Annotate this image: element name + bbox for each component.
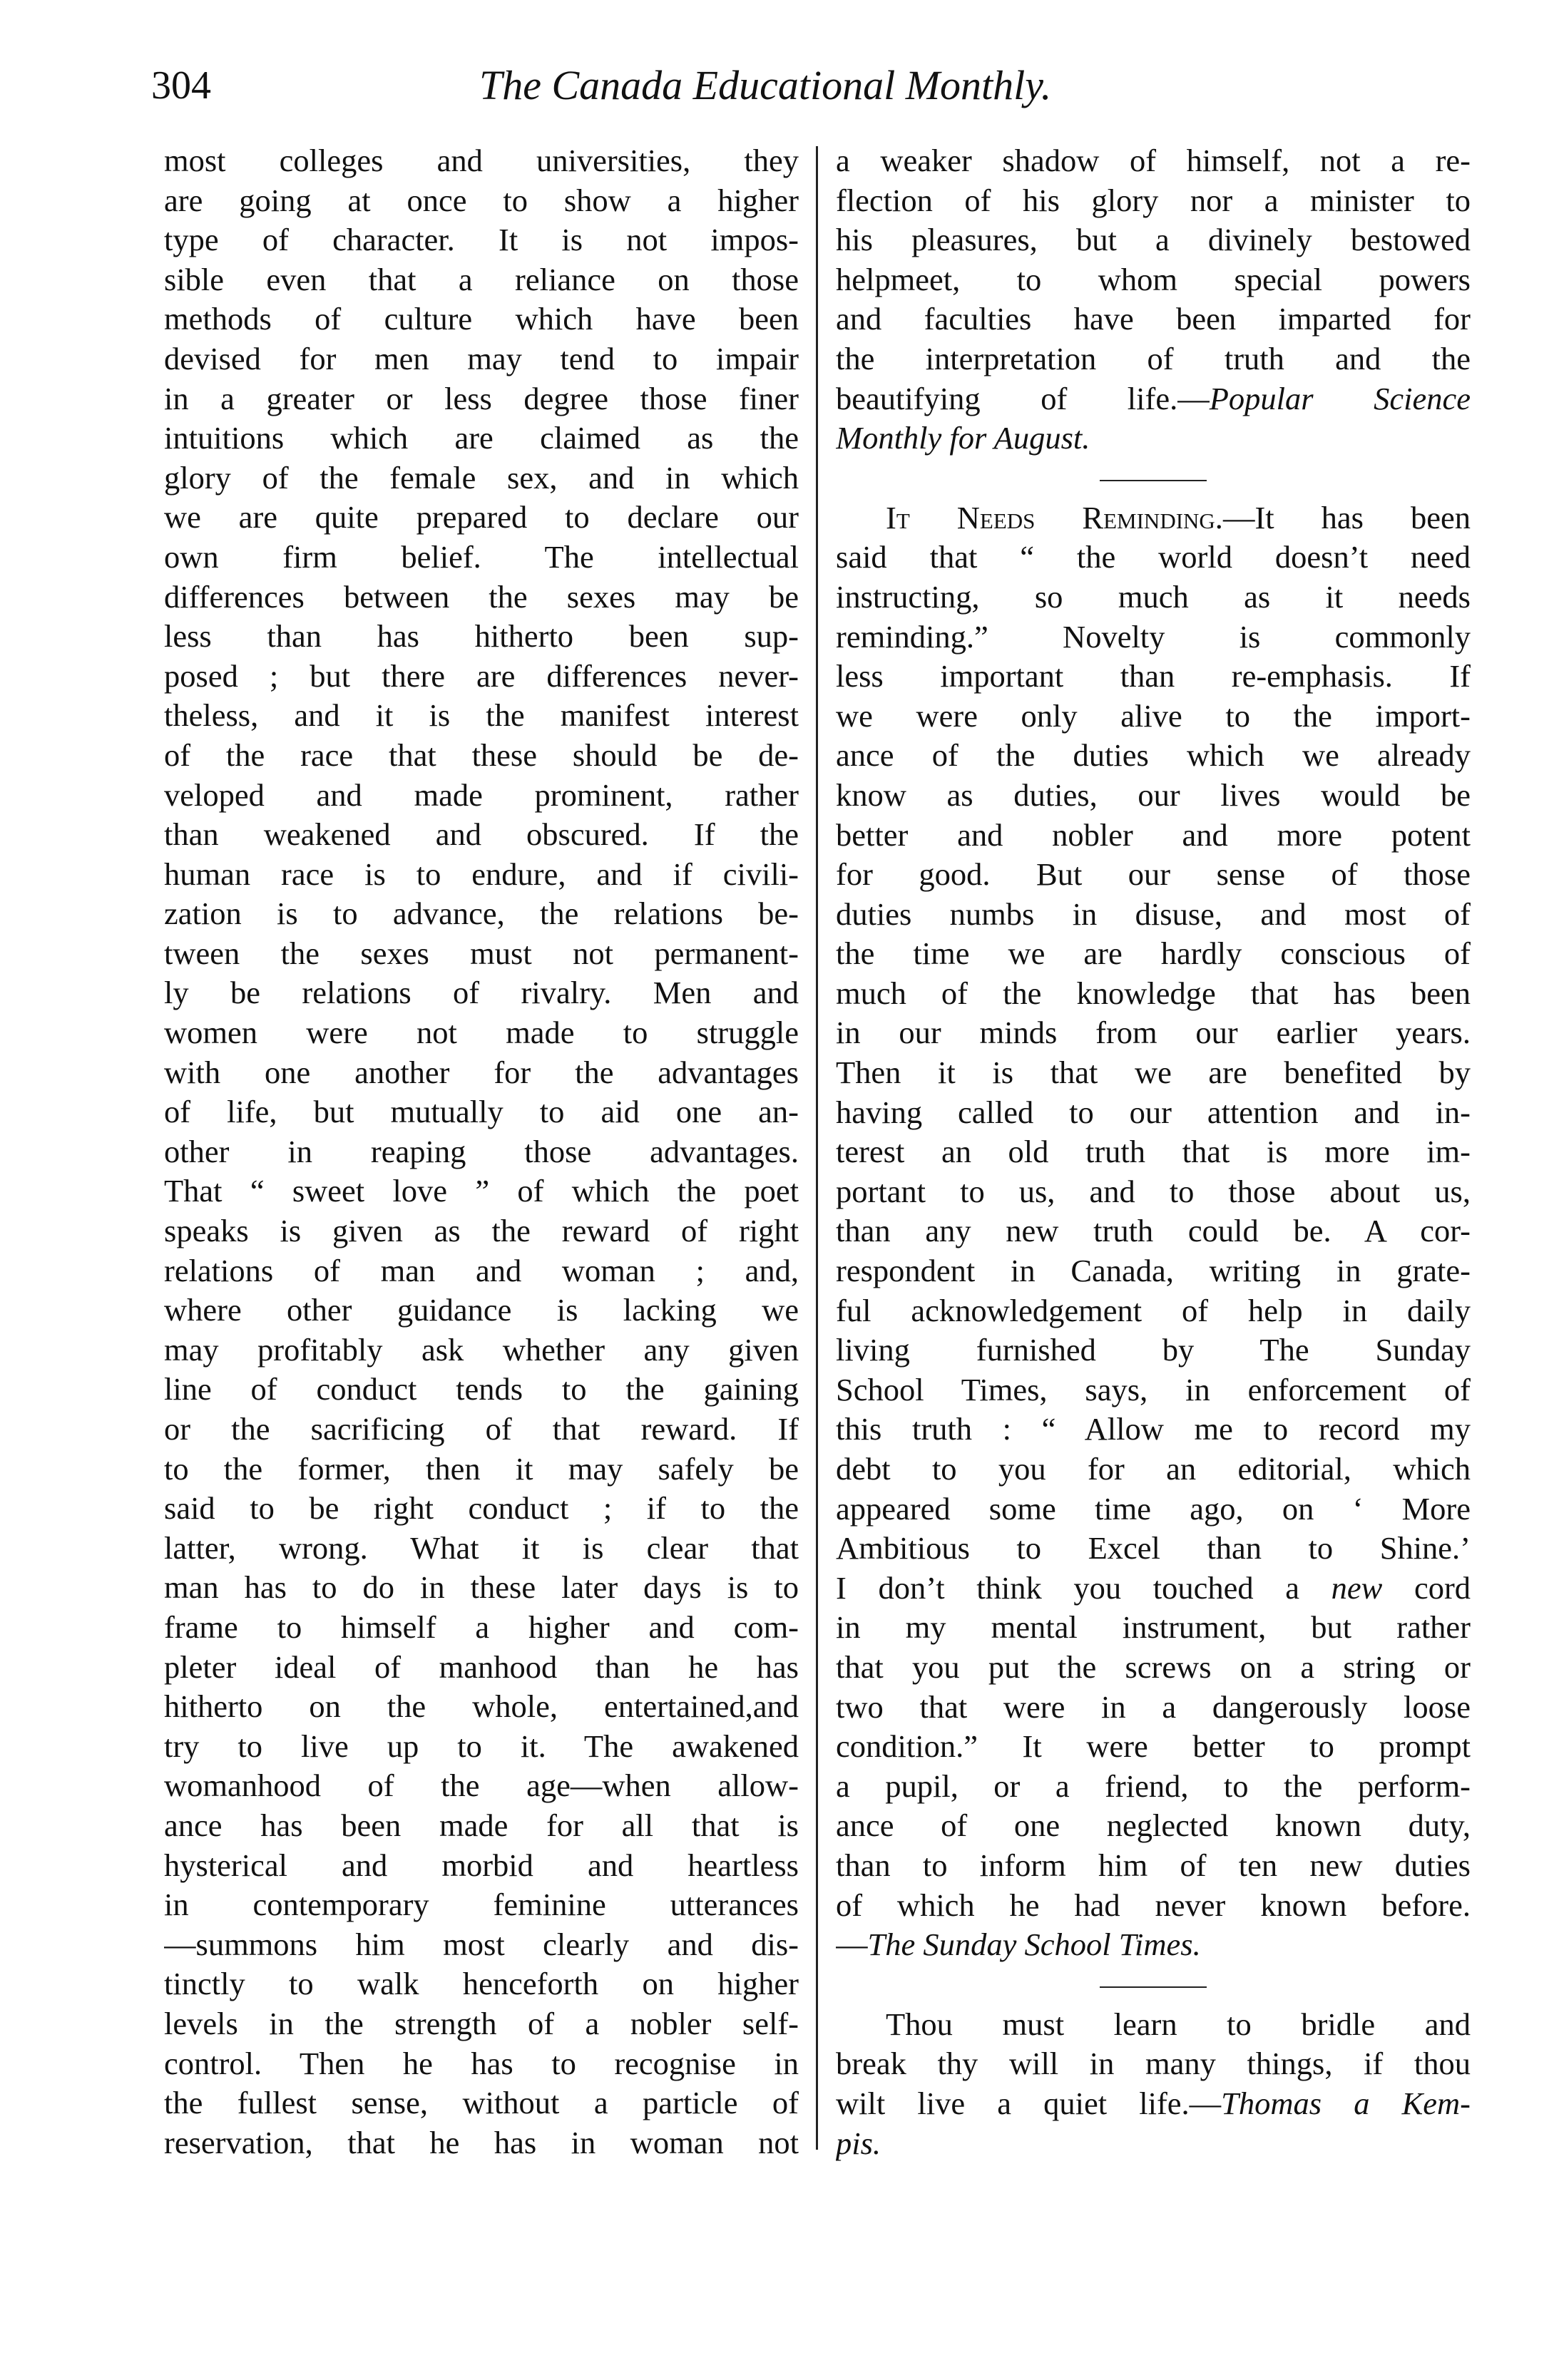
text-line: type of character. It is not impos- bbox=[164, 222, 799, 258]
text-line: pleter ideal of manhood than he has bbox=[164, 1648, 799, 1685]
text-line: the interpretation of truth and the bbox=[836, 340, 1471, 376]
text-line: than any new truth could be. A cor- bbox=[836, 1213, 1471, 1249]
text-line: School Times, says, in enforcement of bbox=[836, 1371, 1471, 1407]
text-line: ance has been made for all that is bbox=[164, 1807, 799, 1843]
text-line: ful acknowledgement of help in daily bbox=[836, 1292, 1471, 1328]
text-line: posed ; but there are differences never- bbox=[164, 657, 799, 694]
text-line: man has to do in these later days is to bbox=[164, 1569, 799, 1606]
text-line: levels in the strength of a nobler self- bbox=[164, 2005, 799, 2041]
text-line: debt to you for an editorial, which bbox=[836, 1451, 1471, 1487]
text-line: and faculties have been imparted for bbox=[836, 301, 1471, 337]
text-line: line of conduct tends to the gaining bbox=[164, 1371, 799, 1407]
text-line: flection of his glory nor a minister to bbox=[836, 182, 1471, 218]
text-line: are going at once to show a higher bbox=[164, 182, 799, 218]
text-line: human race is to endure, and if civili- bbox=[164, 856, 799, 892]
text-line: devised for men may tend to impair bbox=[164, 340, 799, 376]
text-line: differences between the sexes may be bbox=[164, 578, 799, 615]
text-line: in a greater or less degree those finer bbox=[164, 380, 799, 416]
text-line: latter, wrong. What it is clear that bbox=[164, 1529, 799, 1566]
section-separator bbox=[1100, 1986, 1207, 1988]
text-line: two that were in a dangerously loose bbox=[836, 1688, 1471, 1725]
text-line: tinctly to walk henceforth on higher bbox=[164, 1966, 799, 2002]
text-line: I don’t think you touched a new cord bbox=[836, 1569, 1471, 1606]
text-line: control. Then he has to recognise in bbox=[164, 2045, 799, 2081]
text-line: in my mental instrument, but rather bbox=[836, 1609, 1471, 1646]
text-line: glory of the female sex, and in which bbox=[164, 459, 799, 496]
text-line: sible even that a reliance on those bbox=[164, 261, 799, 297]
text-line: beautifying of life.—Popular Science bbox=[836, 380, 1471, 416]
text-line: zation is to advance, the relations be- bbox=[164, 896, 799, 932]
text-line: said that “ the world doesn’t need bbox=[836, 539, 1471, 575]
emphasized-word: new bbox=[1331, 1569, 1383, 1606]
text-line: a pupil, or a friend, to the perform- bbox=[836, 1768, 1471, 1804]
running-title: The Canada Educational Monthly. bbox=[479, 62, 1052, 108]
source-citation: The Sunday School Times. bbox=[867, 1927, 1201, 1963]
text-line: know as duties, our lives would be bbox=[836, 776, 1471, 813]
text-line: It Needs Reminding.—It has been bbox=[886, 499, 1471, 535]
text-line: respondent in Canada, writing in grate- bbox=[836, 1253, 1471, 1289]
text-line: frame to himself a higher and com- bbox=[164, 1609, 799, 1645]
text-line: Thou must learn to bridle and bbox=[886, 2006, 1471, 2042]
text-line: than weakened and obscured. If the bbox=[164, 816, 799, 853]
text-line: condition.” It were better to prompt bbox=[836, 1728, 1471, 1765]
text-line: better and nobler and more potent bbox=[836, 816, 1471, 853]
text-line: this truth : “ Allow me to record my bbox=[836, 1411, 1471, 1447]
text-line: duties numbs in disuse, and most of bbox=[836, 896, 1471, 932]
text-line: speaks is given as the reward of right bbox=[164, 1213, 799, 1249]
text-line: intuitions which are claimed as the bbox=[164, 420, 799, 456]
text-line: women were not made to struggle bbox=[164, 1015, 799, 1051]
page-header bbox=[151, 57, 1150, 114]
text-line: try to live up to it. The awakened bbox=[164, 1728, 799, 1764]
right-column bbox=[836, 141, 1471, 2163]
text-line: ance of the duties which we already bbox=[836, 737, 1471, 774]
text-line: a weaker shadow of himself, not a re- bbox=[836, 143, 1471, 178]
text-line: less than has hitherto been sup- bbox=[164, 618, 799, 655]
text-line: than to inform him of ten new duties bbox=[836, 1847, 1471, 1883]
text-line: tween the sexes must not permanent- bbox=[164, 935, 799, 971]
text-line: hitherto on the whole, entertained,and bbox=[164, 1688, 799, 1725]
source-citation: Popular Science bbox=[1209, 380, 1471, 416]
text-line: of life, but mutually to aid one an- bbox=[164, 1094, 799, 1130]
source-citation-cont: pis. bbox=[836, 2125, 881, 2161]
text-line: where other guidance is lacking we bbox=[164, 1292, 799, 1328]
text-line: said to be right conduct ; if to the bbox=[164, 1490, 799, 1527]
text-line: —The Sunday School Times. bbox=[836, 1927, 1201, 1963]
text-line: veloped and made prominent, rather bbox=[164, 776, 799, 813]
text-line: Ambitious to Excel than to Shine.’ bbox=[836, 1530, 1471, 1566]
text-line: womanhood of the age—when allow- bbox=[164, 1768, 799, 1804]
source-citation: Thomas a Kem- bbox=[1221, 2085, 1471, 2121]
text-line: with one another for the advantages bbox=[164, 1054, 799, 1090]
text-line: or the sacrificing of that reward. If bbox=[164, 1411, 799, 1447]
text-line: portant to us, and to those about us, bbox=[836, 1173, 1471, 1209]
left-column bbox=[164, 141, 799, 2163]
text-line: other in reaping those advantages. bbox=[164, 1133, 799, 1169]
text-line: that you put the screws on a string or bbox=[836, 1648, 1471, 1685]
paragraph-kempis-quote bbox=[836, 2005, 1471, 2163]
text-line: we are quite prepared to declare our bbox=[164, 499, 799, 535]
text-line: the time we are hardly conscious of bbox=[836, 935, 1471, 972]
text-line: —summons him most clearly and dis- bbox=[164, 1926, 799, 1962]
text-line: ly be relations of rivalry. Men and bbox=[164, 975, 799, 1011]
text-line: instructing, so much as it needs bbox=[836, 578, 1471, 615]
text-line: the fullest sense, without a particle of bbox=[164, 2085, 799, 2121]
text-line: terest an old truth that is more im- bbox=[836, 1134, 1471, 1170]
text-line: own firm belief. The intellectual bbox=[164, 538, 799, 575]
text-line: of which he had never known before. bbox=[836, 1887, 1471, 1923]
text-line: hysterical and morbid and heartless bbox=[164, 1847, 799, 1883]
text-line: Then it is that we are benefited by bbox=[836, 1055, 1471, 1091]
section-heading: It Needs Reminding. bbox=[886, 499, 1223, 535]
text-line: having called to our attention and in- bbox=[836, 1094, 1471, 1130]
text-line: relations of man and woman ; and, bbox=[164, 1252, 799, 1288]
text-line: much of the knowledge that has been bbox=[836, 975, 1471, 1011]
column-divider bbox=[816, 146, 818, 2150]
text-line: less important than re-emphasis. If bbox=[836, 658, 1471, 694]
text-line: we were only alive to the import- bbox=[836, 697, 1471, 734]
text-line: in our minds from our earlier years. bbox=[836, 1015, 1471, 1051]
text-line: break thy will in many things, if thou bbox=[836, 2046, 1471, 2082]
paragraph-popular-science bbox=[836, 141, 1471, 458]
text-line: methods of culture which have been bbox=[164, 301, 799, 337]
source-citation-cont: Monthly for August. bbox=[836, 420, 1090, 456]
text-line: may profitably ask whether any given bbox=[164, 1331, 799, 1368]
section-separator bbox=[1100, 480, 1207, 481]
text-line: living furnished by The Sunday bbox=[836, 1332, 1471, 1368]
text-line: ance of one neglected known duty, bbox=[836, 1807, 1471, 1844]
text-line: for good. But our sense of those bbox=[836, 856, 1471, 893]
paragraph-it-needs-reminding bbox=[836, 498, 1471, 1965]
text-line: most colleges and universities, they bbox=[164, 143, 799, 178]
text-line: in contemporary feminine utterances bbox=[164, 1887, 799, 1923]
text-line: appeared some time ago, on ‘ More bbox=[836, 1490, 1471, 1527]
text-line: helpmeet, to whom special powers bbox=[836, 261, 1471, 297]
text-line: That “ sweet love ” of which the poet bbox=[164, 1173, 799, 1209]
text-line: reminding.” Novelty is commonly bbox=[836, 618, 1471, 655]
text-line: of the race that these should be de- bbox=[164, 737, 799, 773]
text-line: wilt live a quiet life.—Thomas a Kem- bbox=[836, 2085, 1471, 2121]
page-number: 304 bbox=[151, 63, 211, 108]
text-line: theless, and it is the manifest interest bbox=[164, 697, 799, 734]
text-line: to the former, then it may safely be bbox=[164, 1450, 799, 1487]
text-line: reservation, that he has in woman not bbox=[164, 2124, 799, 2160]
text-line: his pleasures, but a divinely bestowed bbox=[836, 222, 1471, 258]
